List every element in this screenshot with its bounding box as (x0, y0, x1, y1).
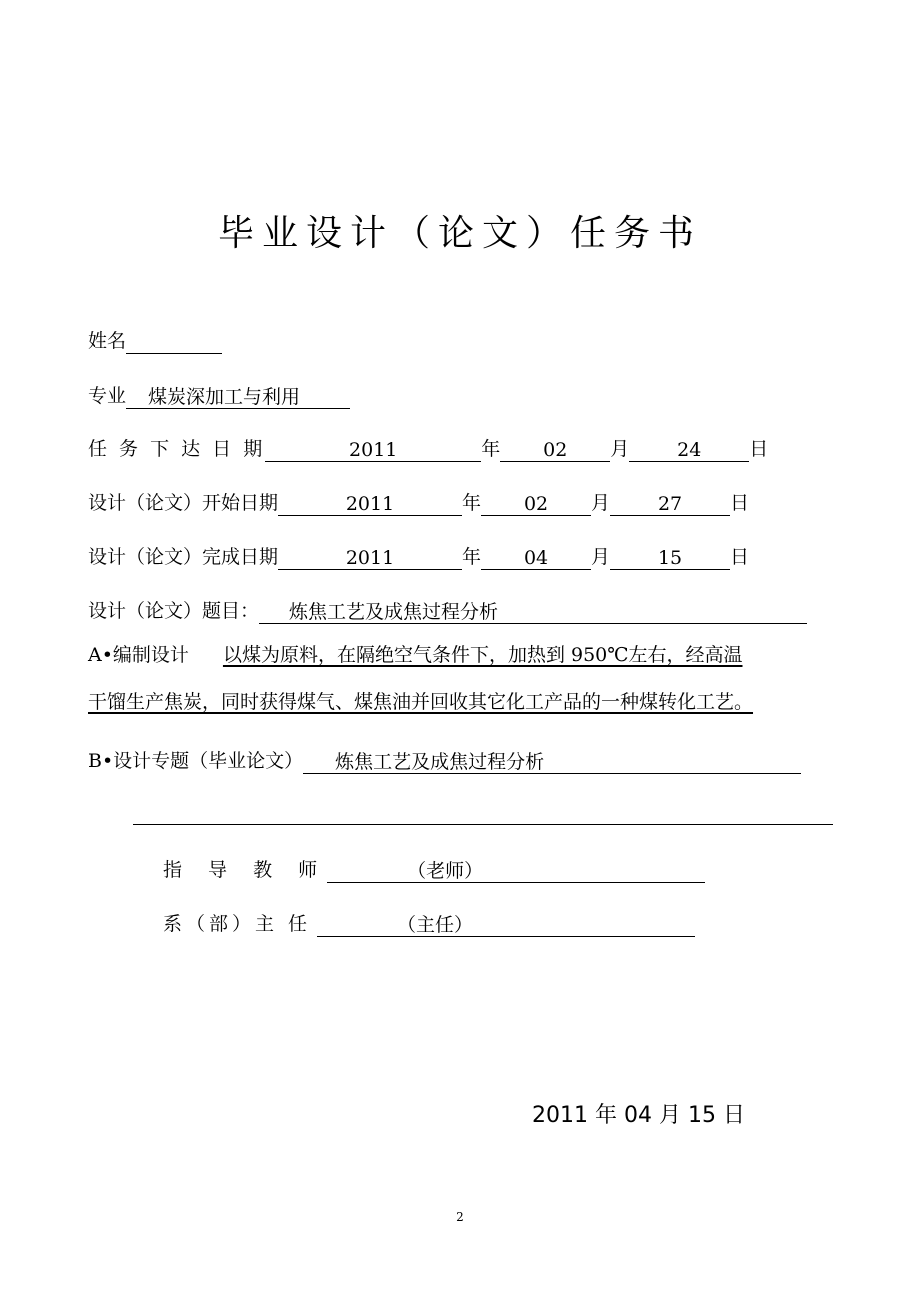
day-char: 日 (749, 438, 769, 460)
section-a-label: A•编制设计 (88, 644, 189, 666)
major-row (88, 383, 350, 409)
month-char: 月 (591, 546, 611, 568)
footer-date: 2011 年 04 月 15 日 (532, 1103, 745, 1128)
major-label: 专业 (88, 385, 127, 407)
dept-field (317, 912, 695, 937)
section-b-row (88, 748, 801, 774)
major-value: 煤炭深加工与利用 (148, 386, 301, 408)
section-a-line1 (88, 642, 743, 668)
year-char: 年 (462, 546, 482, 568)
finish-year: 2011 (278, 545, 462, 570)
assign-year: 2011 (265, 437, 481, 462)
assign-date-label: 任 务 下 达 日 期 (88, 438, 266, 460)
blank-line (133, 824, 833, 825)
section-b-field (303, 749, 801, 774)
year-char: 年 (481, 438, 501, 460)
start-year: 2011 (278, 491, 462, 516)
assign-month: 02 (500, 437, 610, 462)
start-month: 02 (481, 491, 591, 516)
section-a-text-1: 以煤为原料，在隔绝空气条件下，加热到 950℃左右，经高温 (222, 644, 743, 666)
dept-value: （主任） (397, 914, 474, 936)
finish-day: 15 (610, 545, 730, 570)
month-char: 月 (591, 492, 611, 514)
section-b-label: B•设计专题（毕业论文） (88, 750, 304, 772)
topic-label: 设计（论文）题目： (88, 600, 260, 622)
advisor-row (163, 857, 705, 883)
page-number: 2 (456, 1210, 464, 1224)
day-char: 日 (730, 492, 750, 514)
finish-month: 04 (481, 545, 591, 570)
name-label: 姓名 (88, 330, 127, 352)
assign-date-row (88, 436, 768, 462)
name-blank (126, 329, 222, 354)
major-field (126, 384, 350, 409)
advisor-field (327, 858, 705, 883)
advisor-value: （老师） (407, 860, 484, 882)
start-day: 27 (610, 491, 730, 516)
dept-label: 系（部）主 任 (163, 913, 312, 935)
topic-value: 炼焦工艺及成焦过程分析 (289, 601, 499, 623)
year-char: 年 (462, 492, 482, 514)
finish-date-label: 设计（论文）完成日期 (88, 546, 279, 568)
finish-date-row (88, 544, 749, 570)
dept-row (163, 911, 695, 937)
topic-field (259, 599, 807, 624)
start-date-row (88, 490, 749, 516)
start-date-label: 设计（论文）开始日期 (88, 492, 279, 514)
day-char: 日 (730, 546, 750, 568)
section-a-text-2: 干馏生产焦炭，同时获得煤气、煤焦油并回收其它化工产品的一种煤转化工艺。 (88, 691, 754, 713)
assign-day: 24 (629, 437, 749, 462)
section-b-value: 炼焦工艺及成焦过程分析 (335, 751, 545, 773)
advisor-label: 指 导 教 师 (163, 859, 328, 881)
name-row (88, 328, 222, 354)
document-title: 毕业设计（论文）任务书 (217, 213, 702, 254)
topic-row (88, 598, 807, 624)
month-char: 月 (610, 438, 630, 460)
